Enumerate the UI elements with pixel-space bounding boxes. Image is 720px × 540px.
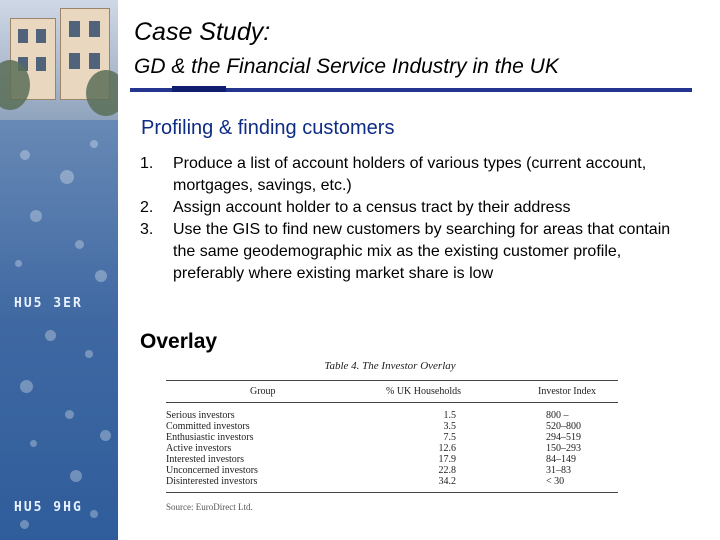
column-header: Investor Index [538, 386, 597, 397]
table-cell: 7.5 [443, 432, 456, 443]
table-body [166, 410, 618, 487]
table-row [166, 454, 618, 465]
table-cell: 1.5 [443, 410, 456, 421]
table-cell: Active investors [166, 443, 232, 454]
table-rule [166, 402, 618, 403]
table-cell: Interested investors [166, 454, 245, 465]
table-cell: < 30 [546, 476, 565, 487]
table-rule [166, 380, 618, 381]
decorative-sidebar [0, 0, 118, 540]
table-cell: 294–519 [546, 432, 581, 443]
table-cell: 84–149 [546, 454, 576, 465]
table-cell: Disinterested investors [166, 476, 258, 487]
postcode-label: HU5 9HG [14, 500, 83, 515]
table-cell: Enthusiastic investors [166, 432, 254, 443]
step-text: Assign account holder to a census tract by their address [173, 199, 571, 216]
table-cell: Committed investors [166, 421, 250, 432]
title-divider-accent [172, 86, 226, 92]
table-cell: 34.2 [438, 476, 456, 487]
list-item [140, 197, 680, 219]
table-caption: Table 4. The Investor Overlay [324, 360, 456, 372]
column-header: Group [250, 386, 276, 397]
slide-subtitle: GD & the Financial Service Industry in the UK [134, 55, 559, 78]
table-row [166, 432, 618, 443]
investor-overlay-table [160, 354, 620, 516]
list-item [140, 153, 680, 197]
table-cell: 12.6 [438, 443, 456, 454]
table-cell: 800 – [546, 410, 569, 421]
postcode-label: HU5 3ER [14, 296, 83, 311]
table-source: Source: EuroDirect Ltd. [166, 502, 253, 512]
street-photo [0, 0, 118, 120]
table-row [166, 421, 618, 432]
table-cell: Unconcerned investors [166, 465, 258, 476]
table-cell: 3.5 [443, 421, 456, 432]
list-item [140, 219, 680, 285]
table-row [166, 443, 618, 454]
table-cell: Serious investors [166, 410, 235, 421]
table-row [166, 465, 618, 476]
step-number: 3. [140, 221, 154, 238]
table-row [166, 410, 618, 421]
table-cell: 150–293 [546, 443, 581, 454]
table-rule [166, 492, 618, 493]
table-cell: 22.8 [438, 465, 456, 476]
step-number: 1. [140, 155, 154, 172]
step-text: Produce a list of account holders of various types (current account, mortgages, savings, etc.) [173, 155, 647, 194]
table-row [166, 476, 618, 487]
steps-list [140, 153, 680, 285]
slide-title: Case Study: [134, 18, 271, 46]
table-cell: 17.9 [438, 454, 456, 465]
overlay-label: Overlay [140, 330, 218, 353]
section-heading: Profiling & finding customers [141, 117, 395, 139]
step-number: 2. [140, 199, 154, 216]
table-cell: 520–800 [546, 421, 581, 432]
column-header: % UK Households [386, 386, 461, 397]
step-text: Use the GIS to find new customers by searching for areas that contain the same geodemographic mix as the existing customer profile, preferably where existing market share is low [173, 221, 671, 282]
table-cell: 31–83 [546, 465, 571, 476]
